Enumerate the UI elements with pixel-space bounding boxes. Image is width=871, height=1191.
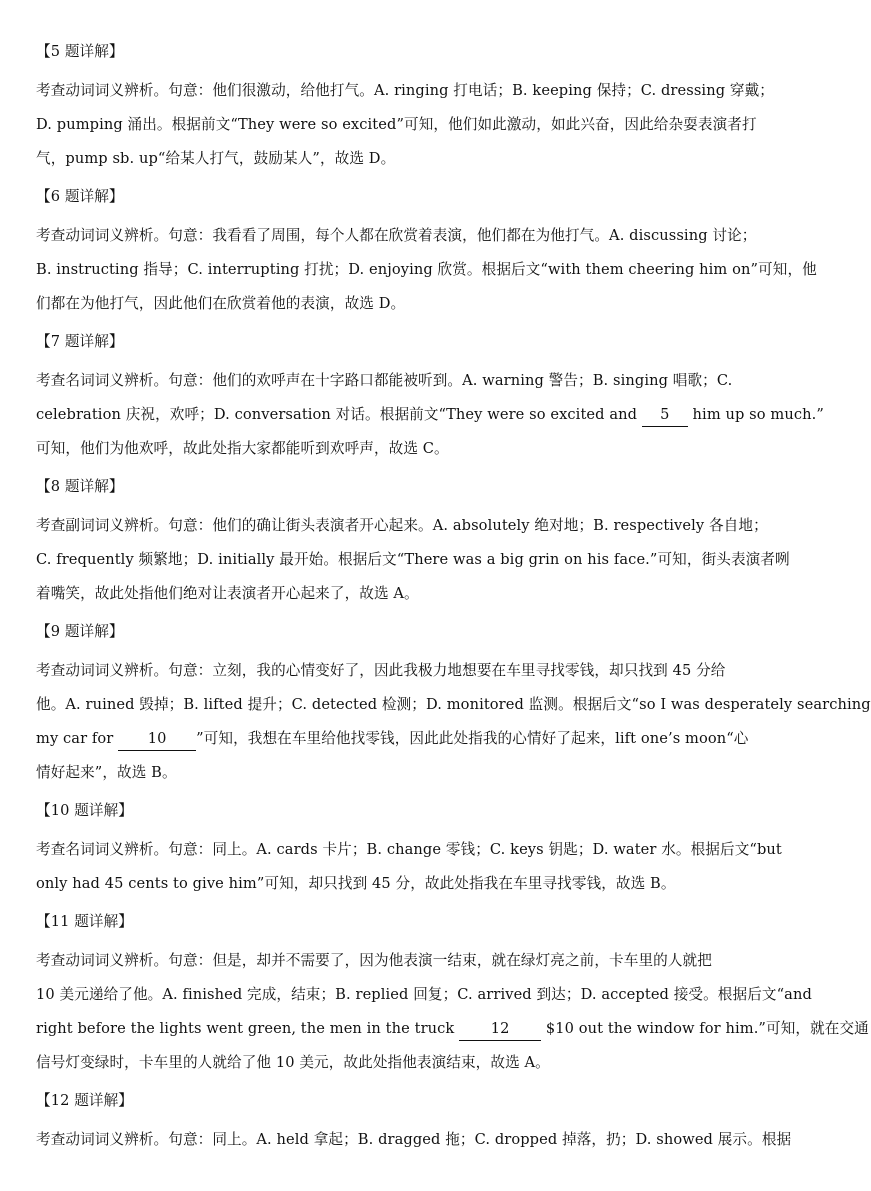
answer-blank: 5 [642, 404, 688, 427]
text-segment: ”可知，我想在车里给他找零钱，因此此处指我的心情好了起来，lift one’s moon“心 [196, 730, 749, 747]
text-segment: celebration 庆祝，欢呼；D. conversation 对话。根据前文“They were so excited and [36, 406, 642, 423]
section-heading: 【9 题详解】 [36, 623, 124, 640]
explanation-paragraph [36, 364, 824, 466]
explanation-paragraph [36, 74, 774, 176]
section-heading: 【7 题详解】 [36, 333, 124, 350]
text-line: 考查动词词义辨析。句意：但是，却并不需要了，因为他表演一结束，就在绿灯亮之前，卡车里的人就把 [36, 952, 712, 969]
explanation-paragraph [36, 1123, 792, 1157]
section-heading: 【12 题详解】 [36, 1092, 133, 1109]
text-line: 信号灯变绿时，卡车里的人就给了他 10 美元，故此处指他表演结束，故选 A。 [36, 1054, 550, 1071]
text-line [36, 1012, 869, 1046]
text-line: 考查动词词义辨析。句意：我看看了周围，每个人都在欣赏着表演，他们都在为他打气。A. discussing 讨论； [36, 227, 757, 244]
section-heading: 【5 题详解】 [36, 43, 124, 60]
section-heading: 【10 题详解】 [36, 802, 133, 819]
section-heading: 【8 题详解】 [36, 478, 124, 495]
text-line: B. instructing 指导；C. interrupting 打扰；D. enjoying 欣赏。根据后文“with them cheering him on”可知，他 [36, 261, 817, 278]
text-line [36, 722, 766, 756]
text-segment: him up so much.” [687, 406, 824, 423]
text-line: 们都在为他打气，因此他们在欣赏着他的表演，故选 D。 [36, 295, 406, 312]
text-line: only had 45 cents to give him”可知，却只找到 45 分，故此处指我在车里寻找零钱，故选 B。 [36, 875, 676, 892]
text-segment: $10 out the window for him.”可知，就在交通 [541, 1020, 869, 1037]
answer-blank: 10 [118, 728, 196, 751]
text-line: 10 美元递给了他。A. finished 完成，结束；B. replied 回复；C. arrived 到达；D. accepted 接受。根据后文“and [36, 986, 812, 1003]
text-line: 考查动词词义辨析。句意：立刻，我的心情变好了，因此我极力地想要在车里寻找零钱，却只找到 45 分给 [36, 662, 726, 679]
text-line: 气，pump sb. up“给某人打气，鼓励某人”，故选 D。 [36, 150, 396, 167]
text-line: 考查副词词义辨析。句意：他们的确让街头表演者开心起来。A. absolutely 绝对地；B. respectively 各自地； [36, 517, 768, 534]
text-line: 考查名词词义辨析。句意：他们的欢呼声在十字路口都能被听到。A. warning 警告；B. singing 唱歌；C. [36, 372, 733, 389]
text-segment: my car for [36, 730, 119, 747]
explanation-paragraph [36, 833, 782, 901]
text-line: 考查名词词义辨析。句意：同上。A. cards 卡片；B. change 零钱；C. keys 钥匙；D. water 水。根据后文“but [36, 841, 782, 858]
text-line: 可知，他们为他欢呼，故此处指大家都能听到欢呼声，故选 C。 [36, 440, 449, 457]
explanation-paragraph [36, 219, 817, 321]
text-line: 着嘴笑，故此处指他们绝对让表演者开心起来了，故选 A。 [36, 585, 419, 602]
explanation-paragraph [36, 509, 790, 611]
text-line [36, 398, 824, 432]
text-line: D. pumping 涌出。根据前文“They were so excited”可知，他们如此激动，如此兴奋，因此给杂耍表演者打 [36, 116, 757, 133]
text-line: 情好起来”，故选 B。 [36, 764, 177, 781]
section-heading: 【11 题详解】 [36, 913, 133, 930]
text-line: C. frequently 频繁地；D. initially 最开始。根据后文“There was a big grin on his face.”可知，街头表演者咧 [36, 551, 790, 568]
text-line: 考查动词词义辨析。句意：同上。A. held 拿起；B. dragged 拖；C. dropped 掉落，扔；D. showed 展示。根据 [36, 1131, 792, 1148]
section-heading: 【6 题详解】 [36, 188, 124, 205]
answer-blank: 12 [459, 1018, 541, 1041]
text-line: 他。A. ruined 毁掉；B. lifted 提升；C. detected 检测；D. monitored 监测。根据后文“so I was desperately searching [36, 696, 871, 713]
explanation-paragraph [36, 654, 871, 790]
text-segment: right before the lights went green, the men in the truck [36, 1020, 460, 1037]
explanation-paragraph [36, 944, 869, 1080]
text-line: 考查动词词义辨析。句意：他们很激动，给他打气。A. ringing 打电话；B. keeping 保持；C. dressing 穿戴； [36, 82, 774, 99]
